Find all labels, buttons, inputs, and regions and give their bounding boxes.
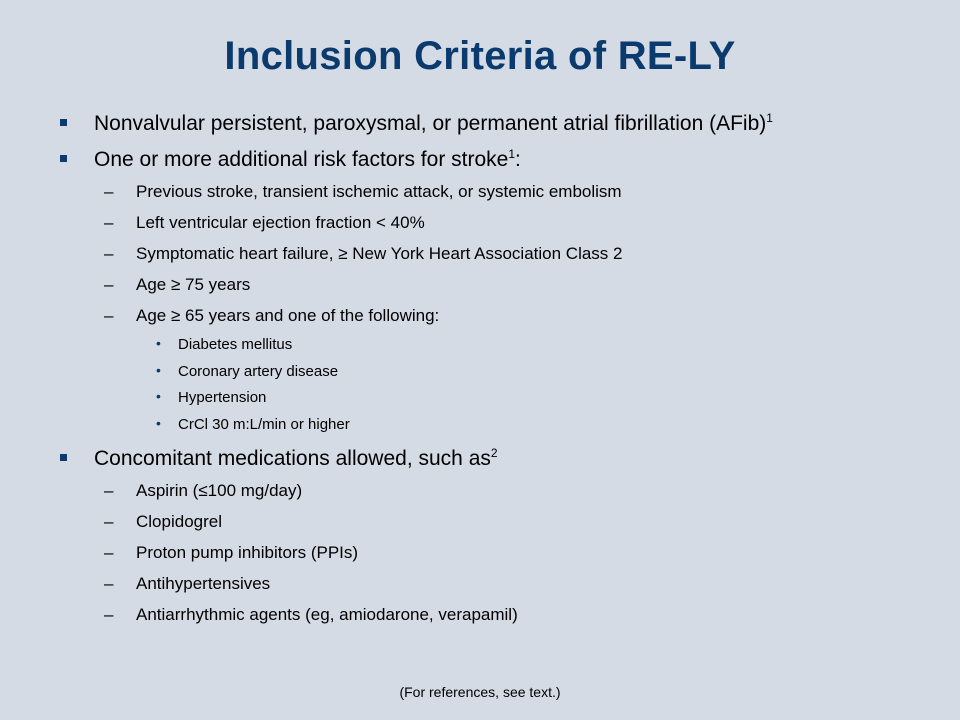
dot-marker: • (156, 388, 161, 404)
list-item (104, 605, 518, 625)
item-suffix: : (515, 148, 521, 171)
list-item (156, 388, 267, 406)
list-item (104, 244, 623, 264)
item-text: Concomitant medications allowed, such as (94, 447, 491, 470)
square-bullet-icon (60, 119, 67, 126)
item-text: Age ≥ 65 years and one of the following: (136, 306, 440, 325)
item-text: Hypertension (178, 389, 267, 406)
item-text: Aspirin (≤100 mg/day) (136, 481, 303, 500)
item-text: Nonvalvular persistent, paroxysmal, or permanent atrial fibrillation (AFib) (94, 112, 767, 135)
list-item (104, 182, 622, 202)
dot-marker: • (156, 415, 161, 431)
item-text: Coronary artery disease (178, 363, 339, 380)
list-item (104, 306, 440, 326)
dash-marker: – (104, 213, 114, 232)
list-item (104, 481, 303, 501)
dash-marker: – (104, 244, 114, 263)
dash-marker: – (104, 306, 114, 325)
dash-marker: – (104, 512, 114, 531)
footnote-ref: 2 (490, 446, 498, 460)
footnote-ref: 1 (508, 147, 516, 161)
dash-marker: – (104, 481, 114, 500)
square-bullet-icon (60, 155, 67, 162)
dash-marker: – (104, 543, 114, 562)
item-text: Diabetes mellitus (178, 336, 293, 353)
list-item (156, 415, 350, 433)
slide-title: Inclusion Criteria of RE-LY (224, 34, 736, 78)
dash-marker: – (104, 605, 114, 624)
list-item (156, 335, 293, 353)
item-text: One or more additional risk factors for stroke (94, 148, 509, 171)
list-item (94, 447, 498, 471)
square-bullet-icon (60, 454, 67, 461)
item-text: Symptomatic heart failure, ≥ New York Heart Association Class 2 (136, 244, 623, 263)
dot-marker: • (156, 335, 161, 351)
footnote-ref: 1 (766, 111, 773, 125)
list-item (94, 112, 773, 136)
item-text: CrCl 30 m:L/min or higher (178, 416, 350, 433)
list-item (104, 512, 222, 532)
item-text: Antiarrhythmic agents (eg, amiodarone, verapamil) (136, 605, 518, 624)
list-item (156, 362, 339, 380)
dash-marker: – (104, 574, 114, 593)
list-item (104, 275, 251, 295)
list-item (104, 574, 271, 594)
references-note: (For references, see text.) (399, 684, 561, 700)
item-text: Left ventricular ejection fraction < 40% (136, 213, 425, 232)
dash-marker: – (104, 182, 114, 201)
dot-marker: • (156, 362, 161, 378)
dash-marker: – (104, 275, 114, 294)
item-text: Clopidogrel (136, 512, 222, 531)
item-text: Age ≥ 75 years (136, 275, 251, 294)
item-text: Antihypertensives (136, 574, 271, 593)
list-item (104, 213, 425, 233)
item-text: Previous stroke, transient ischemic attack, or systemic embolism (136, 182, 622, 201)
list-item (104, 543, 359, 563)
list-item (94, 148, 521, 172)
item-text: Proton pump inhibitors (PPIs) (136, 543, 359, 562)
